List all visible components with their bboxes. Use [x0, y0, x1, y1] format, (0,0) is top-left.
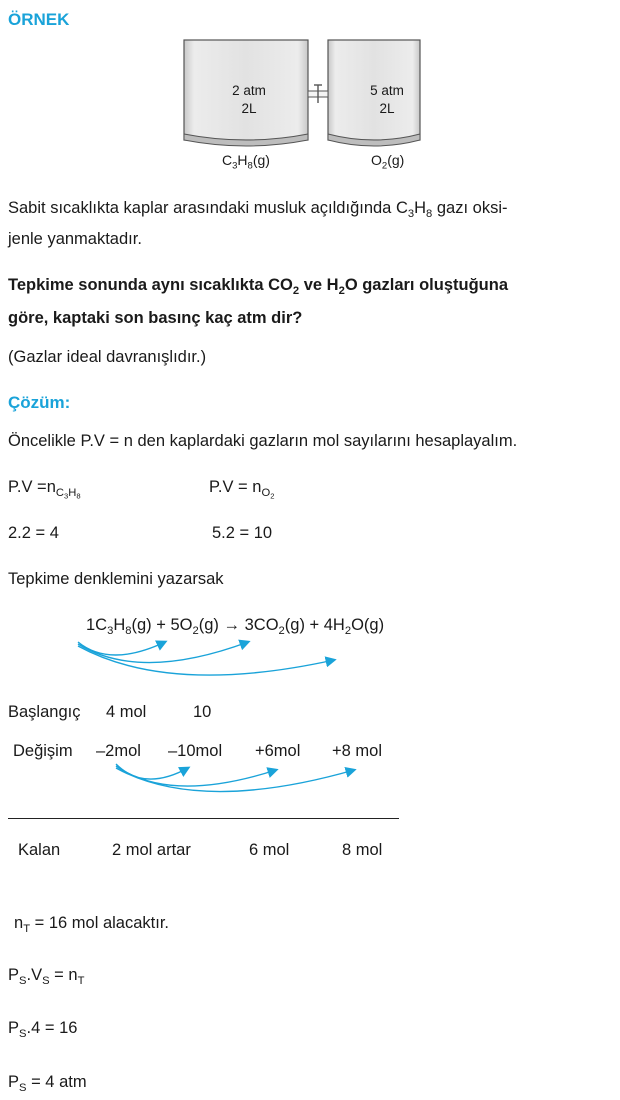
final-step-2: $P_S.4 = 16$ [8, 1019, 78, 1040]
reaction-intro: Tepkime denklemini yazarsak [8, 570, 224, 588]
reaction-stoichiometry-arrows [60, 630, 360, 700]
start-label: Başlangıç [8, 703, 81, 721]
left-formula: $P.V =n_{C_3H_8}$ [8, 478, 81, 501]
left-container-label [216, 82, 282, 118]
change-h2o: +8 mol [332, 742, 382, 760]
solution-intro: Öncelikle P.V = n den kaplardaki gazların mol sayılarını hesaplayalım. [8, 432, 518, 450]
right-volume: 2L [379, 101, 395, 116]
table-divider [8, 818, 399, 819]
solution-heading: Çözüm: [8, 393, 71, 412]
question-line2: göre, kaptaki son basınç kaç atm dir? [8, 309, 303, 327]
change-arrow-co2 [116, 766, 276, 786]
left-volume: 2L [241, 101, 257, 116]
start-o2: 10 [193, 703, 212, 721]
left-gas-label: $C_3H_8(g)$ [222, 152, 270, 172]
right-pressure: 5 atm [370, 83, 404, 98]
change-c3h8: –2mol [96, 742, 141, 760]
change-label: Değişim [13, 742, 73, 760]
reaction-arrow-icon: → [223, 616, 241, 634]
stopcock-valve-icon [308, 85, 328, 103]
start-c3h8: 4 mol [106, 703, 147, 721]
total-moles: $n_T = 16$ mol alacaktır. [14, 914, 169, 935]
change-o2: –10mol [168, 742, 223, 760]
reaction-equation: $1C_3H_8(g) + 5O_2(g) \to 3CO_2(g) + 4H_2O(g)$ [86, 616, 385, 637]
arrow-to-h2o [78, 646, 334, 675]
right-container-label [354, 82, 420, 118]
change-arrow-o2 [116, 764, 188, 779]
remain-co2: 6 mol [249, 841, 290, 859]
remain-h2o: 8 mol [342, 841, 383, 859]
left-result: 2.2 = 4 [8, 524, 59, 542]
example-heading: ÖRNEK [8, 10, 70, 29]
ideal-gas-note: (Gazlar ideal davranışlıdır.) [8, 348, 207, 366]
problem-sentence-line2: jenle yanmaktadır. [8, 230, 142, 248]
final-step-3: $P_S = 4$ atm [8, 1073, 87, 1094]
remain-label: Kalan [18, 841, 61, 859]
question-line1: Tepkime sonunda aynı sıcaklıkta $CO_2$ ve $H_2O$ gazları oluştuğuna [8, 276, 508, 297]
right-result: 5.2 = 10 [212, 524, 273, 542]
right-formula: $P.V = n_{O_2}$ [209, 478, 275, 501]
problem-sentence-line1: Sabit sıcaklıkta kaplar arasındaki musluk açıldığında $C_3H_8$ gazı oksi- [8, 199, 508, 220]
final-step-1: $P_S.V_S = n_T$ [8, 966, 85, 987]
change-co2: +6mol [255, 742, 301, 760]
right-gas-label: $O_2(g)$ [371, 152, 405, 172]
remain-c3h8: 2 mol artar [112, 841, 191, 859]
arrow-to-co2 [78, 642, 248, 663]
change-arrows [100, 756, 380, 806]
left-pressure: 2 atm [232, 83, 266, 98]
